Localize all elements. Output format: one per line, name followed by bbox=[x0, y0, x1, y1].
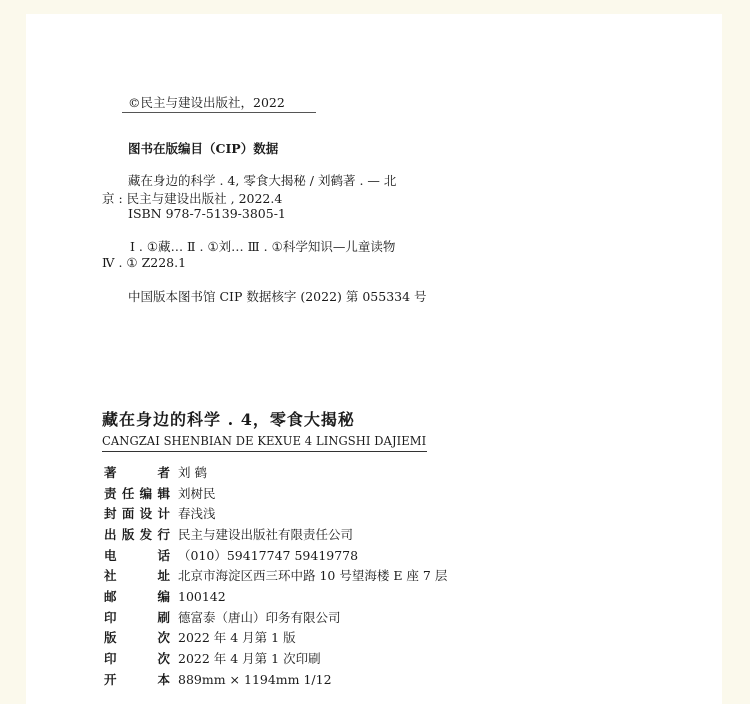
info-row-address bbox=[104, 566, 447, 586]
info-row-cover-design bbox=[104, 504, 216, 524]
title-divider bbox=[102, 451, 427, 452]
info-label: 版 次 bbox=[104, 630, 170, 645]
info-row-printer bbox=[104, 608, 341, 628]
cip-line: ISBN 978-7-5139-3805-1 bbox=[128, 206, 286, 221]
info-label: 责任编辑 bbox=[104, 486, 170, 501]
info-value: 2022 年 4 月第 1 版 bbox=[178, 630, 296, 645]
info-row-printing bbox=[104, 649, 321, 669]
info-value: 刘 鹤 bbox=[178, 465, 207, 480]
info-row-publisher bbox=[104, 525, 353, 545]
info-row-postcode bbox=[104, 587, 226, 607]
book-title-pinyin: CANGZAI SHENBIAN DE KEXUE 4 LINGSHI DAJIEMI bbox=[102, 433, 427, 448]
info-row-phone bbox=[104, 546, 358, 566]
copyright-notice: ©民主与建设出版社，2022 bbox=[128, 95, 285, 110]
cip-line: Ⅳ . ① Z228.1 bbox=[102, 255, 187, 270]
info-value: 889mm × 1194mm 1/12 bbox=[178, 672, 332, 687]
info-value: （010）59417747 59419778 bbox=[178, 548, 359, 563]
book-title: 藏在身边的科学 . 4，零食大揭秘 bbox=[102, 410, 355, 429]
cip-heading: 图书在版编目（CIP）数据 bbox=[128, 141, 279, 156]
info-label: 出版发行 bbox=[104, 527, 170, 542]
copyright-divider bbox=[122, 112, 316, 113]
info-value: 北京市海淀区西三环中路 10 号望海楼 E 座 7 层 bbox=[178, 568, 448, 583]
cip-line: 藏在身边的科学 . 4, 零食大揭秘 / 刘鹤著 . — 北 bbox=[128, 173, 397, 188]
copyright-page bbox=[26, 14, 722, 704]
info-value: 100142 bbox=[178, 589, 226, 604]
info-label: 印 次 bbox=[104, 651, 170, 666]
info-label: 社 址 bbox=[104, 568, 170, 583]
cip-line: 中国版本图书馆 CIP 数据核字 (2022) 第 055334 号 bbox=[128, 289, 427, 304]
info-row-editor bbox=[104, 484, 216, 504]
cip-line: 京 : 民主与建设出版社 , 2022.4 bbox=[102, 191, 283, 206]
info-label: 邮 编 bbox=[104, 589, 170, 604]
info-value: 民主与建设出版社有限责任公司 bbox=[178, 527, 354, 542]
info-label: 印 刷 bbox=[104, 610, 170, 625]
info-label: 封面设计 bbox=[104, 506, 170, 521]
info-label: 著 者 bbox=[104, 465, 170, 480]
info-value: 2022 年 4 月第 1 次印刷 bbox=[178, 651, 321, 666]
info-label: 电 话 bbox=[104, 548, 170, 563]
info-value: 刘树民 bbox=[178, 486, 216, 501]
cip-line: Ⅰ . ①藏… Ⅱ . ①刘… Ⅲ . ①科学知识—儿童读物 bbox=[130, 239, 396, 254]
info-row-author bbox=[104, 463, 207, 483]
info-value: 春浅浅 bbox=[178, 506, 216, 521]
info-value: 德富泰（唐山）印务有限公司 bbox=[178, 610, 341, 625]
info-label: 开 本 bbox=[104, 672, 170, 687]
info-row-format bbox=[104, 670, 332, 690]
info-row-edition bbox=[104, 628, 296, 648]
